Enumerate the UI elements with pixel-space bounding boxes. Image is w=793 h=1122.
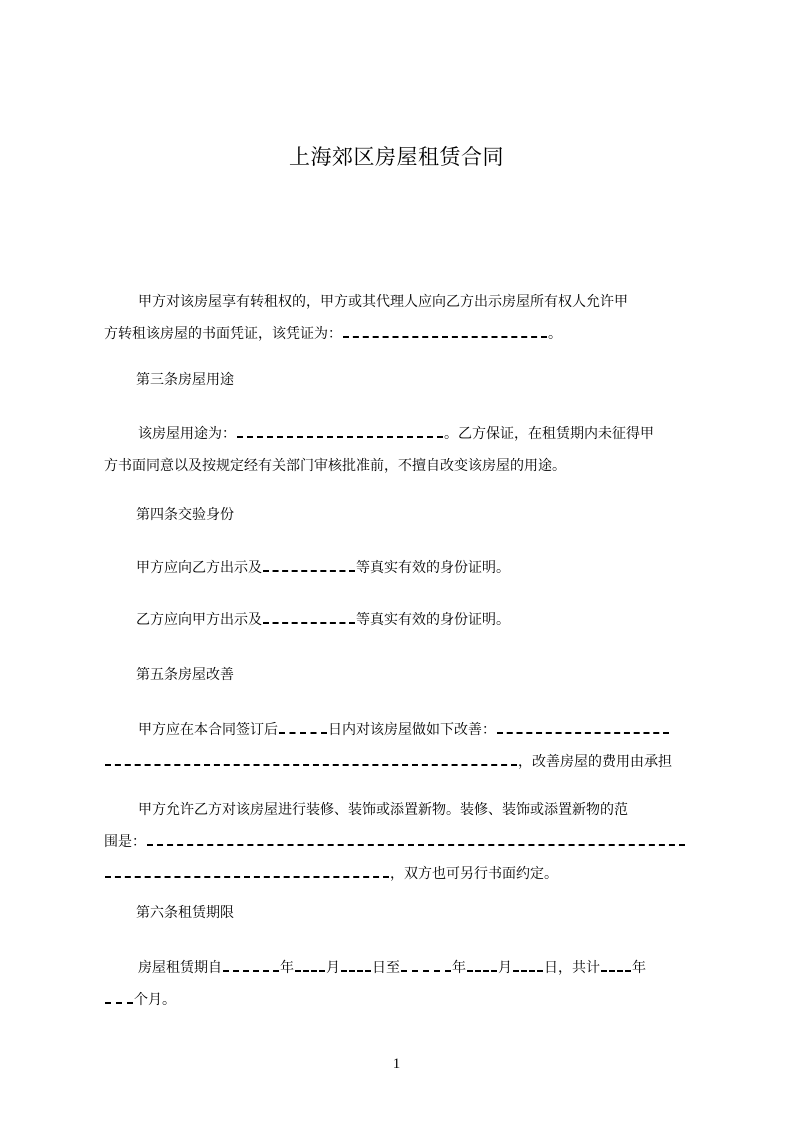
paragraph-text: 。 bbox=[548, 326, 562, 342]
paragraph-text: ，改善房屋的费用由承担 bbox=[518, 754, 672, 770]
blank-decoration-scope-continued[interactable] bbox=[105, 864, 389, 878]
paragraph-text: 乙方应向甲方出示及 bbox=[136, 612, 262, 628]
page-number: 1 bbox=[392, 1056, 401, 1072]
blank-improvement-days[interactable] bbox=[279, 720, 327, 734]
blank-improvement-items[interactable] bbox=[497, 720, 669, 734]
paragraph-line: 甲方允许乙方对该房屋进行装修、装饰或添置新物。装修、装饰或添置新物的范 bbox=[138, 802, 628, 818]
blank-total-months[interactable] bbox=[105, 990, 133, 1004]
paragraph-text: 年 bbox=[632, 960, 646, 976]
blank-improvement-items-continued[interactable] bbox=[105, 752, 517, 766]
paragraph-text: 甲方应向乙方出示及 bbox=[136, 560, 262, 576]
blank-proof-document[interactable] bbox=[343, 324, 547, 338]
paragraph-text: 个月。 bbox=[134, 992, 176, 1008]
paragraph-text: 等真实有效的身份证明。 bbox=[356, 560, 510, 576]
paragraph-line: 方书面同意以及按规定经有关部门审核批准前，不擅自改变该房屋的用途。 bbox=[104, 458, 566, 474]
blank-party-a-id[interactable] bbox=[263, 558, 355, 572]
paragraph-text: 该房屋用途为： bbox=[138, 426, 236, 442]
paragraph-text: 围是： bbox=[104, 834, 146, 850]
paragraph-text: 甲方应在本合同签订后 bbox=[138, 722, 278, 738]
paragraph-line bbox=[104, 604, 700, 636]
paragraph-line bbox=[104, 318, 700, 350]
paragraph-line bbox=[104, 952, 700, 984]
paragraph-line: 甲方对该房屋享有转租权的，甲方或其代理人应向乙方出示房屋所有权人允许甲 bbox=[138, 294, 628, 310]
paragraph-line bbox=[104, 714, 700, 746]
blank-start-day[interactable] bbox=[341, 958, 371, 972]
paragraph-line bbox=[104, 858, 700, 890]
paragraph-text: 。乙方保证，在租赁期内未征得甲 bbox=[444, 426, 654, 442]
blank-end-month[interactable] bbox=[467, 958, 497, 972]
paragraph-line bbox=[104, 826, 700, 858]
blank-total-years[interactable] bbox=[601, 958, 631, 972]
paragraph-decoration bbox=[104, 794, 700, 890]
paragraph-party-a-id bbox=[104, 552, 700, 584]
section-heading-4: 第四条交验身份 bbox=[136, 507, 234, 523]
paragraph-text: 日内对该房屋做如下改善： bbox=[328, 722, 496, 738]
paragraph-text: 年 bbox=[452, 960, 466, 976]
section-heading-3: 第三条房屋用途 bbox=[136, 372, 234, 388]
paragraph-line bbox=[104, 746, 700, 778]
blank-decoration-scope[interactable] bbox=[147, 832, 685, 846]
paragraph-text: 月 bbox=[498, 960, 512, 976]
blank-end-year[interactable] bbox=[401, 958, 451, 972]
paragraph-line bbox=[104, 418, 700, 450]
paragraph-text: 日至 bbox=[372, 960, 400, 976]
paragraph-house-use bbox=[104, 418, 700, 482]
section-heading-6: 第六条租赁期限 bbox=[136, 905, 234, 921]
paragraph-text: 等真实有效的身份证明。 bbox=[356, 612, 510, 628]
blank-end-day[interactable] bbox=[513, 958, 543, 972]
paragraph-line bbox=[104, 552, 700, 584]
document-title: 上海郊区房屋租赁合同 bbox=[289, 145, 504, 169]
blank-start-year[interactable] bbox=[223, 958, 279, 972]
paragraph-sublease-proof bbox=[104, 286, 700, 350]
paragraph-party-b-id bbox=[104, 604, 700, 636]
blank-start-month[interactable] bbox=[295, 958, 325, 972]
blank-house-use[interactable] bbox=[237, 424, 443, 438]
paragraph-text: 日，共计 bbox=[544, 960, 600, 976]
paragraph-text: 方转租该房屋的书面凭证，该凭证为： bbox=[104, 326, 342, 342]
paragraph-text: 年 bbox=[280, 960, 294, 976]
paragraph-lease-term bbox=[104, 952, 700, 1016]
blank-party-b-id[interactable] bbox=[263, 610, 355, 624]
paragraph-improvement bbox=[104, 714, 700, 778]
paragraph-text: 房屋租赁期自 bbox=[138, 960, 222, 976]
section-heading-5: 第五条房屋改善 bbox=[136, 667, 234, 683]
paragraph-line bbox=[104, 984, 700, 1016]
paragraph-text: 月 bbox=[326, 960, 340, 976]
paragraph-text: ，双方也可另行书面约定。 bbox=[390, 866, 558, 882]
